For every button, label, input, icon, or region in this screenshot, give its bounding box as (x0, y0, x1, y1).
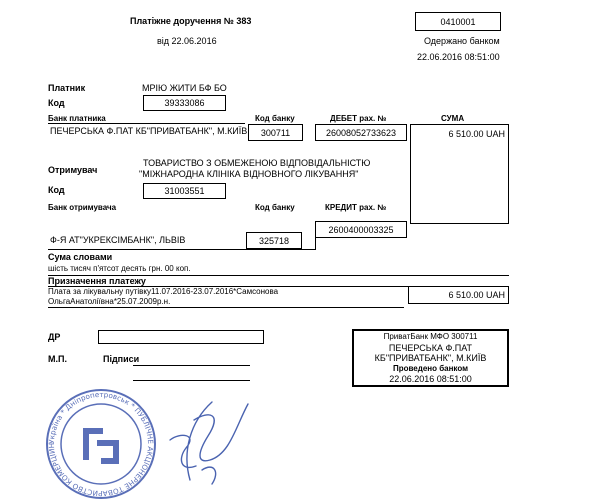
signatures-label: Підписи (103, 354, 140, 364)
seal-text: Україна * Дніпропетровськ * ПУБЛІЧНЕ АКЦІОНЕРНЕ ТОВАРИСТВО КОМЕРЦІЙНИЙ БАНК "ПРИВАТБАНК" * Код 14360570 * (42, 381, 156, 499)
payer-code-box: 39333086 (143, 95, 226, 111)
document-code-box: 0410001 (415, 12, 501, 31)
bank-stamp-line4: Проведено банком (392, 364, 469, 373)
handwritten-signature (150, 392, 260, 492)
purpose-line1: Плата за лікувальну путівку11.07.2016-23.07.2016*Самсонова (48, 287, 279, 296)
recipient-bank-code-box: 325718 (246, 232, 302, 249)
sum-words-text: шість тисяч п'ятсот десять грн. 00 коп. (48, 264, 191, 273)
document-date: від 22.06.2016 (157, 36, 217, 46)
payer-bank-name: ПЕЧЕРСЬКА Ф.ПАТ КБ"ПРИВАТБАНК", М.КИЇВ (50, 126, 248, 136)
bank-seal-stamp (42, 381, 157, 500)
sum-label: СУМА (441, 114, 465, 123)
divider-line (48, 123, 245, 124)
document-title: Платіжне доручення № 383 (130, 16, 252, 26)
privatbank-logo-icon (83, 428, 119, 464)
recipient-bank-code-label: Код банку (255, 203, 295, 212)
divider-line (48, 249, 315, 250)
bank-stamp-line2: ПЕЧЕРСЬКА Ф.ПАТ (388, 343, 473, 353)
sum-box (410, 124, 509, 224)
payer-name: МРІЮ ЖИТИ БФ БО (142, 83, 227, 93)
bank-stamp-line5: 22.06.2016 08:51:00 (389, 374, 472, 384)
payer-bank-code-box: 300711 (248, 124, 303, 141)
sum-words-label: Сума словами (48, 252, 113, 262)
dr-box (98, 330, 264, 344)
purpose-sum-box: 6 510.00 UAH (408, 286, 509, 304)
signature-line-1 (133, 365, 250, 366)
credit-account-box: 2600400003325 (315, 221, 407, 238)
recipient-bank-label: Банк отримувача (48, 203, 117, 212)
bank-stamp-line3: КБ"ПРИВАТБАНК", М.КИЇВ (374, 353, 487, 363)
payer-bank-label: Банк платника (48, 114, 106, 123)
recipient-code-box: 31003551 (143, 183, 226, 199)
recipient-label: Отримувач (48, 165, 98, 175)
signature-stroke (170, 402, 248, 484)
debit-label: ДЕБЕТ рах. № (330, 114, 387, 123)
mp-label: М.П. (48, 354, 67, 364)
received-label: Одержано банком (424, 36, 500, 46)
divider-line (315, 238, 316, 250)
bank-stamp-line1: ПриватБанк МФО 300711 (383, 332, 478, 341)
recipient-name-line1: ТОВАРИСТВО З ОБМЕЖЕНОЮ ВІДПОВІДАЛЬНІСТЮ (143, 158, 371, 168)
payer-label: Платник (48, 83, 86, 93)
signature-line-2 (133, 380, 250, 381)
divider-line (48, 307, 404, 308)
payer-code-label: Код (48, 98, 65, 108)
bank-processed-stamp (352, 329, 509, 387)
dr-label: ДР (48, 332, 61, 342)
payer-bank-code-label: Код банку (255, 114, 295, 123)
purpose-line2: ОльгаАнатоліївна*25.07.2009р.н. (48, 297, 171, 306)
recipient-bank-name: Ф-Я АТ"УКРЕКСІМБАНК", ЛЬВІВ (50, 235, 186, 245)
purpose-label: Призначення платежу (48, 276, 146, 286)
credit-label: КРЕДИТ рах. № (325, 203, 387, 212)
received-datetime: 22.06.2016 08:51:00 (417, 52, 500, 62)
sum-value: 6 510.00 UAH (448, 129, 505, 139)
recipient-code-label: Код (48, 185, 65, 195)
debit-account-box: 26008052733623 (315, 124, 407, 141)
recipient-name-line2: "МІЖНАРОДНА КЛІНІКА ВІДНОВНОГО ЛІКУВАННЯ" (139, 169, 359, 179)
